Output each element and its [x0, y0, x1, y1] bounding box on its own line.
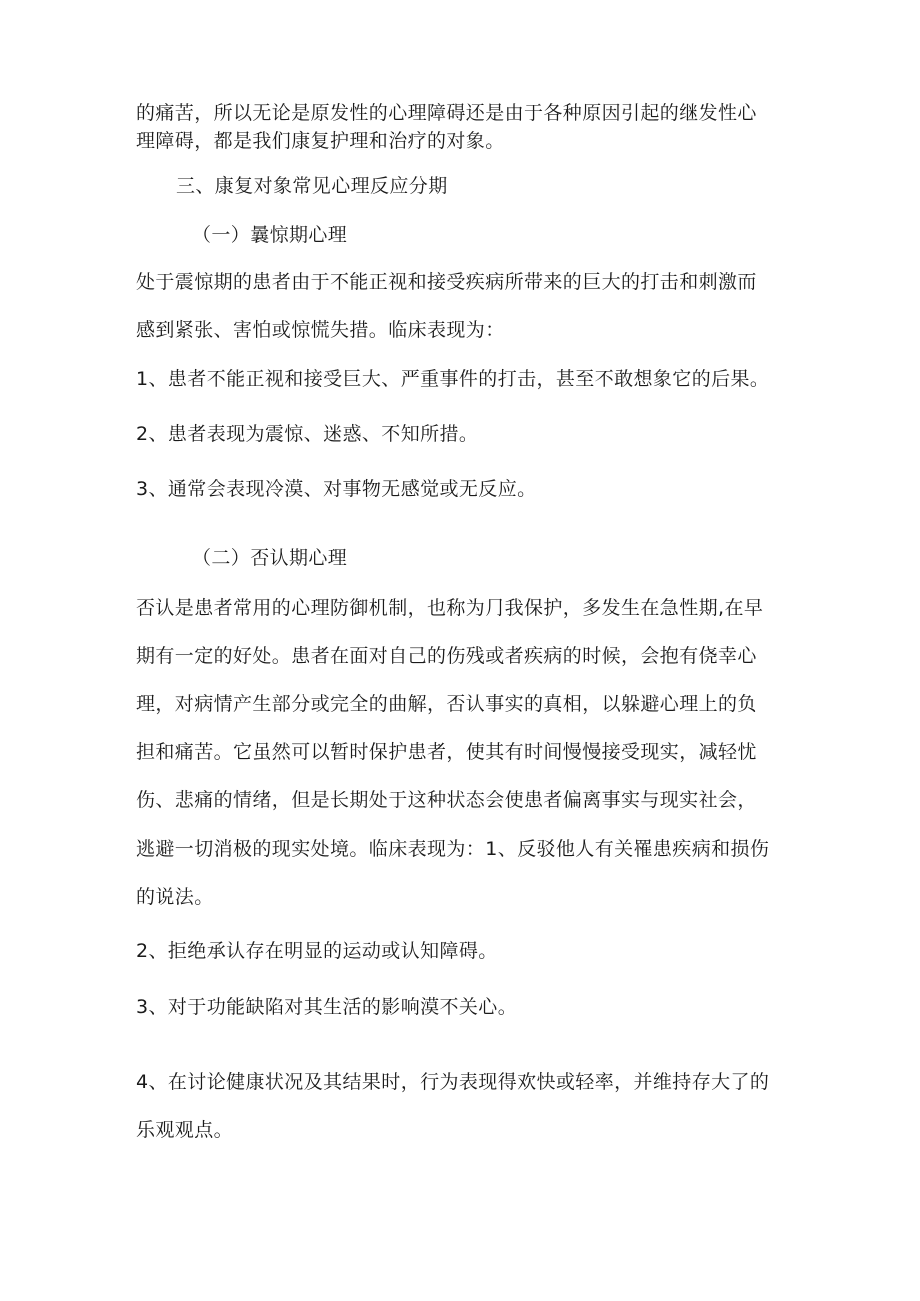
section-3-title: 三、康复对象常见心理反应分期: [176, 175, 448, 197]
subsection-2-item-4-line-1: 4、在讨论健康状况及其结果时，行为表现得欢快或轻率，并维持存大了的: [136, 1071, 770, 1093]
subsection-1-item-2: 2、患者表现为震惊、迷惑、不知所措。: [136, 423, 479, 445]
subsection-2-item-3: 3、对于功能缺陷对其生活的影响漠不关心。: [136, 996, 518, 1018]
intro-line-1: 的痛苦，所以无论是原发性的心理障碍还是由于各种原因引起的继发性心: [136, 102, 757, 124]
subsection-1-item-1: 1、患者不能正视和接受巨大、严重事件的打击，甚至不敢想象它的后果。: [136, 368, 770, 390]
subsection-2-paragraph-line-5: 伤、悲痛的情绪，但是长期处于这种状态会使患者偏离事实与现实社会，: [136, 789, 757, 811]
subsection-2-paragraph-line-1: 否认是患者常用的心理防御机制，也称为⺆我保护，多发生在急性期,在早: [136, 597, 764, 619]
subsection-2-paragraph-line-7: 的说法。: [136, 886, 214, 908]
intro-line-2: 理障碍，都是我们康复护理和治疗的对象。: [136, 130, 505, 152]
subsection-1-item-3: 3、通常会表现冷漠、对事物无感觉或无反应。: [136, 478, 537, 500]
subsection-1-paragraph-line-1: 处于震惊期的患者由于不能正视和接受疾病所带来的巨大的打击和刺激而: [136, 271, 757, 293]
subsection-1-paragraph-line-2: 感到紧张、害怕或惊慌失措。临床表现为：: [136, 319, 505, 341]
subsection-2-paragraph-line-4: 担和痛苦。它虽然可以暂时保护患者，使其有时间慢慢接受现实，减轻忧: [136, 741, 757, 763]
subsection-2-paragraph-line-3: 理，对病情产生部分或完全的曲解，否认事实的真相，以躲避心理上的负: [136, 693, 757, 715]
subsection-1-title: （一）曩惊期心理: [192, 224, 348, 246]
subsection-2-paragraph-line-6: 逃避一切消极的现实处境。临床表现为：1、反驳他人有关罹患疾病和损伤: [136, 838, 770, 860]
subsection-2-paragraph-line-2: 期有一定的好处。患者在面对自己的伤残或者疾病的时候，会抱有侥幸心: [136, 645, 757, 667]
subsection-2-item-2: 2、拒绝承认存在明显的运动或认知障碍。: [136, 940, 498, 962]
subsection-2-title: （二）否认期心理: [192, 547, 348, 569]
subsection-2-item-4-line-2: 乐观观点。: [136, 1119, 234, 1141]
